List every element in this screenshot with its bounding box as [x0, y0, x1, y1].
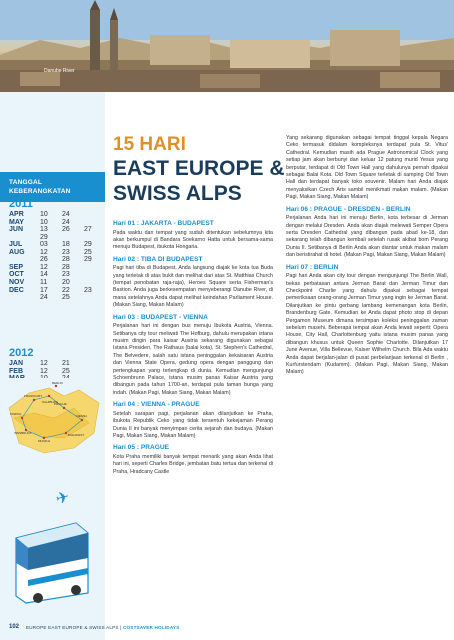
itinerary-right-column — [286, 135, 448, 605]
departure-day: 14 — [40, 271, 48, 279]
airplane-icon: ✈ — [54, 488, 72, 509]
title-line-3: SWISS ALPS — [113, 182, 242, 205]
departure-row — [9, 279, 101, 287]
departure-day: 13 — [40, 226, 48, 234]
departure-month: JUL — [9, 241, 23, 249]
departure-row — [9, 271, 101, 279]
departure-month: DEC — [9, 286, 24, 294]
day-description: Setelah sarapan pagi, perjalanan akan dilanjutkan ke Praha, ibukota Republik Ceko yang tidak tersentuh kekejaman Perang Dunia II ini banyak menyimpan cerita sejarah dan budaya. (Makan Pagi, Makan Siang, Makan Malam) — [113, 410, 273, 439]
day-heading: Hari 05 : PRAGUE — [113, 444, 170, 452]
day-description: Kota Praha memiliki banyak tempat menarik yang akan Anda lihat hari ini, seperti Charles Bridge, jembatan batu tertua dan terkenal di Praha, Hradcany Castle — [113, 453, 273, 475]
departure-month: FEB — [9, 367, 23, 375]
map-label: SALZBURG — [42, 400, 59, 404]
departure-day: 12 — [40, 248, 48, 256]
departure-day: 24 — [40, 294, 48, 302]
departure-day: 18 — [62, 241, 70, 249]
departure-day: 12 — [40, 360, 48, 367]
departure-day: 11 — [40, 278, 48, 286]
title-line-2: EAST EUROPE & — [113, 157, 285, 180]
map-label: ZURICH — [10, 412, 22, 416]
departure-day: 10 — [40, 211, 48, 218]
day-description: Pagi hari Anda akan city tour dengan mengunjungi The Berlin Wall, bekas perbatasan antara Jerman Barat dan Jerman Timur dan Checkpoint Charlie yang dahulu dipakai sebagai tempat pemeriksaan orang-orang Jerman Timur yang ingin ke Jerman Barat. Dilanjutkan ke pintu gerbang lambang kemenangan kota Berlin, Brandenburg Gate. Kemudian ke Anda dapat photo stop di depan Pergamon Museum dimana tersimpan koleksi peninggalan zaman sebelum masehi. Beberapa tempat akan Anda lewati seperti: Opera House, City Hall, Charlottenburg yaitu istana musim panas yang dibangun khusus untuk Queen Sophie Charlotte. Dilanjutkan 17 June Avenue, Villa Bellevue, Kaiser Wilhelm Church. Bila Ada waktu Anda dapat berjalan-jalan di pusat perbelanjaan terkenal di Berlin , Kurfurstendam (Kudamm). (Makan Pagi, Makan Siang, Makan Malam) — [286, 273, 448, 376]
departure-row — [9, 264, 101, 272]
departure-day: 29 — [84, 256, 92, 264]
departure-day: 29 — [84, 241, 92, 249]
departure-day: 25 — [84, 248, 92, 256]
departure-day: 20 — [62, 278, 70, 286]
departure-row — [9, 211, 101, 219]
departure-day: 21 — [62, 360, 70, 367]
itinerary-left-column — [113, 216, 273, 601]
page-footer — [0, 620, 454, 640]
departure-row — [9, 294, 101, 302]
departure-day: 23 — [62, 271, 70, 279]
day-heading: Hari 02 : TIBA DI BUDAPEST — [113, 255, 203, 263]
map-label: FRANKFURT — [24, 394, 43, 398]
departure-month: APR — [9, 211, 24, 218]
departure-day: 03 — [40, 241, 48, 249]
map-label: VIENNA — [76, 414, 88, 418]
map-label: INNSBRUCK — [14, 431, 32, 435]
sidebar-label-1: TANGGAL — [9, 179, 43, 186]
day-description: Yang sekarang digunakan sebagai tempat tinggal kepala Negara Ceko termasuk didalam kompleksnya terdapat pula St. Vitus' Cathedral. Kemudian masih ada Prague Astronomical Clock yang setiap jam akan berbunyi dan keluar 12 patung murid Yesus yang berputar, terdapat di Old Town Hall yang dahulunya pernah dipakai sebagai Balai Kota. Old Town Square terletak di samping Old Town Hall dan terdapat banyak toko souvenir. Malam hari Anda diajak menyaksikan Czech Arts sambil menikmati makan malam. (Makan Pagi, Makan Siang, Makan Malam) — [286, 135, 448, 201]
day-heading: Hari 01 : JAKARTA - BUDAPEST — [113, 220, 214, 227]
departure-row — [9, 287, 101, 295]
departure-month: NOV — [9, 278, 25, 286]
hero-caption: Danube River — [44, 68, 75, 74]
departure-day: 27 — [84, 226, 92, 234]
map-label: BERLIN — [52, 381, 63, 385]
departure-day: 29 — [40, 233, 48, 241]
map-label: PRAGUE — [54, 402, 67, 406]
footer-text — [26, 625, 179, 630]
route-map — [4, 378, 104, 460]
day-description: Perjalanan Anda hari ini menuju Berlin, kota terbesar di Jerman dengan melalui Dresden. Anda akan diajak melewati Semper Opera serta Dresden Cathedral yang dibangun pada abad ke-18, dan sekarang telah dibangun kembali setelah rusak akibat bom Perang Dunia II. Setibanya di Berlin Anda akan diantar untuk makan malam dan beristirahat di hotel. (Makan Pagi, Makan Siang, Makan Malam) — [286, 215, 448, 259]
departure-day: 28 — [62, 263, 70, 271]
title-duration: 15 HARI — [113, 134, 186, 155]
departure-month: JAN — [9, 360, 24, 367]
departure-day: 28 — [62, 256, 70, 264]
day-heading: Hari 03 : BUDAPEST - VIENNA — [113, 313, 208, 321]
departure-row — [9, 249, 101, 257]
city-skyline-illustration — [0, 0, 454, 92]
departure-row — [9, 241, 101, 249]
departure-year: 2011 — [9, 198, 33, 210]
departure-row — [9, 256, 101, 264]
departure-month: SEP — [9, 263, 24, 271]
hero-photo — [0, 0, 454, 92]
departure-row — [9, 219, 101, 227]
departure-day: 26 — [40, 256, 48, 264]
day-description: Pada waktu dan tempat yang sudah ditentukan sebelumnya kita akan berkumpul di Bandara Soekarno Hatta untuk bersama-sama menuju Budapest, ibukota Hongaria. — [113, 229, 273, 251]
day-heading: Hari 06 : PRAGUE - DRESDEN - BERLIN — [286, 205, 411, 213]
footer-section: EUROPE EAST EUROPE & SWISS ALPS | — [26, 625, 124, 630]
page-number: 102 — [9, 624, 20, 630]
departure-day: 23 — [62, 248, 70, 256]
map-label: MUNICH — [38, 439, 50, 443]
day-description: Pagi hari tiba di Budapest, Anda langsung diajak ke kota tua Buda yang terletak di atas bukit dan melihat dari atas St. Matthias Church (tempat penobatan raja-raja), Heroes Square serta Fisherman's Bastion. Anda juga berkesempatan menyeberangi Danube River, di mana setelahnya Anda dapat melihat keindahan Parliament House. (Makan Siang, Makan Malam) — [113, 265, 273, 309]
day-heading: Hari 07 : BERLIN — [286, 263, 339, 271]
departure-day: 17 — [40, 286, 48, 294]
departure-day: 10 — [40, 218, 48, 226]
departure-day: 26 — [62, 226, 70, 234]
bus-illustration — [6, 518, 96, 606]
departure-month: OCT — [9, 271, 24, 279]
sidebar-label-2: KEBERANGKATAN — [9, 188, 71, 195]
departure-day: 24 — [62, 218, 70, 226]
departure-day: 24 — [62, 211, 70, 218]
footer-brand: COSTSAVER HOLIDAYS — [123, 625, 180, 630]
departure-day: 25 — [62, 294, 70, 302]
departure-day: 25 — [62, 367, 70, 375]
map-label: BUDAPEST — [68, 433, 85, 437]
departure-day: 23 — [84, 286, 92, 294]
day-heading: Hari 04 : VIENNA - PRAGUE — [113, 401, 200, 409]
day-description: Perjalanan hari ini dengan bus menuju Ibukota Austria, Vienna. Setibanya city tour meliwati The Hofburg, dahulu merupakan istana musim dingin para kaisar Austria sekarang digunakan sebagai Istana Presiden, The Rathaus (balai kota), St. Stephen's Cathedral, The Belvedere, salah satu istana peninggalan kekaisaran Austria dan Vienna State Opera, gedung opera dengan panggung dan pertengkapan yang terlengkap di dunia. Kemudian mengunjungi Schoenbrunn Palace, istana musim panas Kaisar Austria yang dibangun pada tahun 1700-an, terdapat pula taman bunga yang indah. (Makan Pagi, Makan Siang, Makan Malam) — [113, 323, 273, 396]
departure-day: 12 — [40, 367, 48, 375]
departure-day: 12 — [40, 263, 48, 271]
departure-row — [9, 234, 101, 242]
departure-row — [9, 368, 101, 376]
departure-month: AUG — [9, 248, 25, 256]
departure-row — [9, 360, 101, 368]
departure-row — [9, 226, 101, 234]
departure-year: 2012 — [9, 347, 34, 359]
departure-day: 22 — [62, 286, 70, 294]
departure-month: JUN — [9, 226, 24, 234]
departure-month: MAY — [9, 218, 24, 226]
